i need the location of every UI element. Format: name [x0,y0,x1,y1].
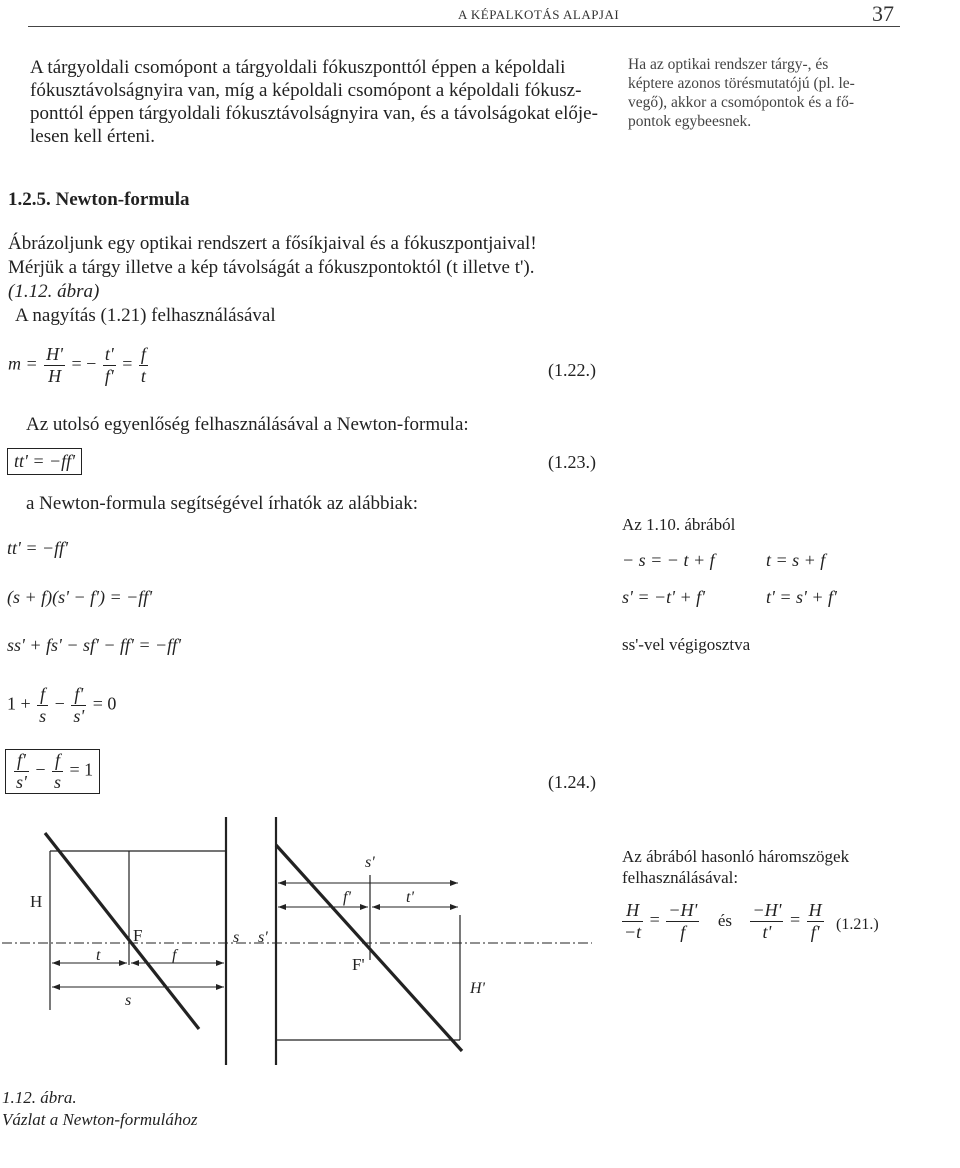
note-row2-right: t' = s' + f' [766,587,837,607]
para-line: Ábrázoljunk egy optikai rendszert a fősíkjaival és a fókuszpontjaival! [8,233,537,254]
eq-lhs: m = [8,353,38,374]
label-s: s [125,992,132,1009]
label-t-prime: t' [406,889,414,906]
fraction: $\frac{t'}{f'}$ [104,344,114,386]
derivation-line-1: tt' = −ff' [7,538,68,558]
fraction: $\frac{f'}{s'}$ [16,750,27,792]
fraction: $\frac{-H'}{f}$ [668,900,698,942]
fraction: $\frac{H}{f'}$ [808,900,822,942]
note-row1-right: t = s + f [766,550,826,570]
equation-1-23-boxed: tt' = −ff' [7,448,82,475]
equation-number: (1.22.) [548,360,596,380]
eq-op: = [122,353,133,374]
para-line-figref: (1.12. ábra) [8,281,100,302]
figure-newton-diagram [0,815,600,1065]
header-rule [28,26,900,27]
side-note-line: pontok egybeesnek. [628,113,752,130]
side-note-line: képtere azonos törésmutatójú (pl. le- [628,75,855,92]
fraction: $\frac{f}{s}$ [39,684,47,726]
fraction: $\frac{f}{s}$ [54,750,62,792]
label-f: f [172,947,177,964]
label-s-prime-top: s' [365,854,375,871]
fraction: $\frac{H'}{H}$ [46,344,64,386]
fraction: $\frac{-H'}{t'}$ [752,900,782,942]
side-note-line: Ha az optikai rendszer tárgy-, és [628,56,829,73]
similar-text-line: Az ábrából hasonló háromszögek [622,847,850,866]
derivation-line-4: 1 + $\frac{f}{s}$ − $\frac{f'}{s'}$ = 0 [7,684,117,726]
equation-1-22 [8,344,150,387]
sentence-derivation-intro: a Newton-formula segítségével írhatók az alábbiak: [26,493,418,514]
intro-line: A tárgyoldali csomópont a tárgyoldali fókuszponttól éppen a képoldali [30,57,566,78]
derivation-line-2: (s + f)(s' − f') = −ff' [7,587,153,607]
equation-1-21: $\frac{H}{-t}$ = $\frac{-H'}{f}$ és $\frac{-H'}{t'}$ = $\frac{H}{f'}$ [624,900,822,942]
equation-number: (1.24.) [548,772,596,792]
label-s-left: s [233,929,240,946]
intro-line: lesen kell érteni. [30,126,156,147]
para-line: A nagyítás (1.21) felhasználásával [15,305,276,326]
label-t: t [96,947,101,964]
note-row1-left: − s = − t + f [622,550,715,570]
label-F-prime: F' [352,955,365,974]
label-H: H [30,892,43,911]
section-paragraph [8,232,628,328]
equation-1-24-boxed: $\frac{f'}{s'}$ − $\frac{f}{s}$ = 1 [5,749,100,794]
side-note-line: vegő), akkor a csomópontok és a fő- [628,94,854,111]
intro-line: fókusztávolságnyira van, míg a képoldali csomópont a képoldali fókusz- [30,80,582,101]
ray-image-side [276,845,462,1051]
side-note [628,55,928,131]
fraction: $\frac{f}{t}$ [140,344,146,386]
note-from-figure: Az 1.10. ábrából [622,515,736,534]
label-F: F [133,926,143,945]
section-heading: 1.2.5. Newton-formula [8,189,190,210]
caption-number: 1.12. ábra. [2,1088,77,1107]
fraction: $\frac{H}{-t}$ [624,900,642,942]
equation-number: (1.21.) [836,916,879,933]
label-H-prime: H' [470,980,485,997]
note-row2-left: s' = −t' + f' [622,587,705,607]
eq-op: = − [71,353,97,374]
note-divide: ss'-vel végigosztva [622,635,751,654]
ray-object-side [45,833,199,1029]
para-line: Mérjük a tárgy illetve a kép távolságát a fókuszpontoktól (t illetve t'). [8,257,535,278]
equation-number: (1.23.) [548,452,596,472]
label-s-prime-mid: s' [258,929,268,946]
fraction: $\frac{f'}{s'}$ [73,684,85,726]
intro-paragraph [30,56,610,148]
derivation-line-3: ss' + fs' − sf' − ff' = −ff' [7,635,182,655]
figure-caption [2,1087,198,1131]
label-f-prime: f' [343,889,351,906]
similar-triangles-text [622,846,849,888]
running-title: A KÉPALKOTÁS ALAPJAI [458,7,620,22]
page-number: 37 [872,1,894,26]
sentence-newton-intro: Az utolsó egyenlőség felhasználásával a Newton-formula: [26,414,469,435]
intro-line: ponttól éppen tárgyoldali fókusztávolságnyira van, és a távolságokat elője- [30,103,598,124]
similar-text-line: felhasználásával: [622,868,739,887]
caption-text: Vázlat a Newton-formulához [2,1110,198,1129]
